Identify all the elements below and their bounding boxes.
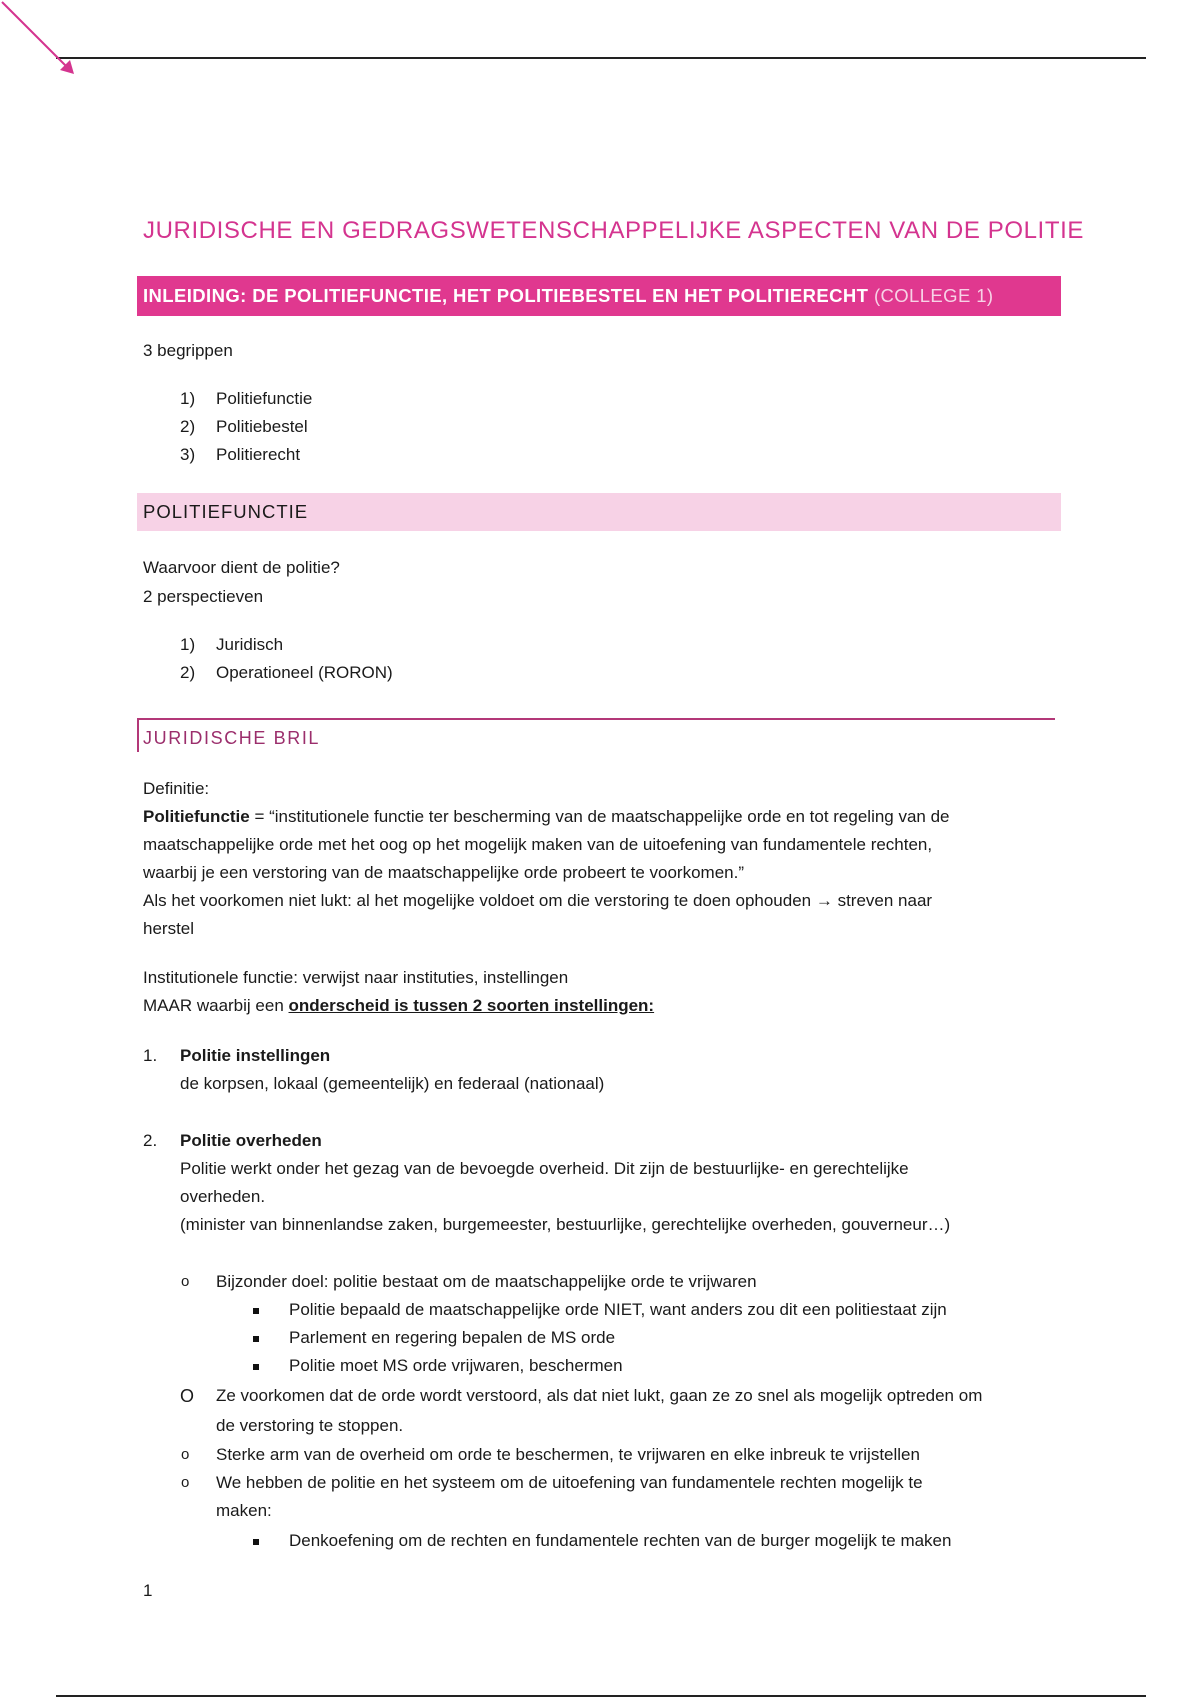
header-rule — [56, 57, 1146, 59]
item-title: Politie overheden — [180, 1131, 322, 1150]
item-description: de korpsen, lokaal (gemeentelijk) en federaal (nationaal) — [180, 1074, 605, 1093]
heading-inleiding-text: INLEIDING: DE POLITIEFUNCTIE, HET POLITIEBESTEL EN HET POLITIERECHT — [143, 285, 869, 306]
bullet-square-icon — [253, 1364, 259, 1370]
bullet-item: Sterke arm van de overheid om orde te beschermen, te vrijwaren en elke inbreuk te vrijstellen — [216, 1445, 920, 1464]
bullet-square-icon — [253, 1308, 259, 1314]
bullet-item-continued: maken: — [216, 1501, 272, 1520]
item-description: overheden. — [180, 1187, 266, 1206]
list-item: Operationeel (RORON) — [216, 663, 393, 682]
heading-politiefunctie: POLITIEFUNCTIE — [137, 493, 1061, 531]
document-title: JURIDISCHE EN GEDRAGSWETENSCHAPPELIJKE ASPECTEN VAN DE POLITIE — [143, 217, 1084, 244]
list-item-number: 2. — [143, 1131, 158, 1150]
definition-line: waarbij je een verstoring van de maatschappelijke orde probeert te voorkomen.” — [143, 863, 744, 882]
list-item-number: 3) — [180, 445, 196, 464]
bullet-item-continued: de verstoring te stoppen. — [216, 1416, 404, 1435]
page-number: 1 — [143, 1581, 153, 1600]
maar-emphasis: onderscheid is tussen 2 soorten instellingen: — [288, 996, 655, 1015]
bullet-circle-icon: o — [181, 1446, 190, 1463]
footer-rule — [56, 1695, 1146, 1697]
maar-prefix: MAAR waarbij een — [143, 996, 289, 1015]
list-item: Politierecht — [216, 445, 301, 464]
definition-line: maatschappelijke orde met het oog op het mogelijk maken van de uitoefening van fundamentele rechten, — [143, 835, 933, 854]
heading-inleiding-suffix: (COLLEGE 1) — [873, 285, 994, 306]
list-item: Politiebestel — [216, 417, 308, 436]
perspectives-intro: 2 perspectieven — [143, 587, 264, 606]
fallback-line: Als het voorkomen niet lukt: al het mogelijke voldoet om die verstoring te doen ophouden → streven naar — [143, 891, 933, 910]
list-item-number: 1. — [143, 1046, 158, 1065]
bullet-item: Politie bepaald de maatschappelijke orde NIET, want anders zou dit een politiestaat zijn — [289, 1300, 947, 1319]
intro-text: 3 begrippen — [143, 341, 233, 360]
bullet-item: Denkoefening om de rechten en fundamentele rechten van de burger mogelijk te maken — [289, 1531, 952, 1550]
heading-inleiding — [137, 276, 1061, 316]
question-text: Waarvoor dient de politie? — [143, 558, 340, 577]
bullet-item: Bijzonder doel: politie bestaat om de maatschappelijke orde te vrijwaren — [216, 1272, 757, 1291]
bullet-item: We hebben de politie en het systeem om de uitoefening van fundamentele rechten mogelijk te — [216, 1473, 923, 1492]
institutional-line: Institutionele functie: verwijst naar instituties, instellingen — [143, 968, 569, 987]
item-description: (minister van binnenlandse zaken, burgemeester, bestuurlijke, gerechtelijke overheden, gouverneur…) — [180, 1215, 951, 1234]
list-item: Politiefunctie — [216, 389, 313, 408]
definition-line — [143, 803, 950, 831]
maar-line — [143, 992, 654, 1020]
bullet-item: Parlement en regering bepalen de MS orde — [289, 1328, 616, 1347]
bullet-square-icon — [253, 1336, 259, 1342]
heading-juridische-bril: JURIDISCHE BRIL — [137, 718, 1055, 752]
definition-label: Definitie: — [143, 779, 210, 798]
list-item-number: 2) — [180, 417, 196, 436]
list-item-number: 1) — [180, 635, 196, 654]
corner-arrow-icon — [0, 0, 80, 80]
definition-text: = “institutionele functie ter bescherming van de maatschappelijke orde en tot regeling van de — [249, 807, 950, 826]
item-description: Politie werkt onder het gezag van de bevoegde overheid. Dit zijn de bestuurlijke- en gerechtelijke — [180, 1159, 909, 1178]
item-title: Politie instellingen — [180, 1046, 331, 1065]
bullet-circle-icon: O — [180, 1386, 195, 1406]
list-item-number: 1) — [180, 389, 196, 408]
list-item: Juridisch — [216, 635, 284, 654]
list-item-number: 2) — [180, 663, 196, 682]
fallback-line: herstel — [143, 919, 195, 938]
definition-term: Politiefunctie — [143, 807, 250, 826]
bullet-circle-icon: o — [181, 1273, 190, 1290]
bullet-square-icon — [253, 1539, 259, 1545]
bullet-item: Politie moet MS orde vrijwaren, beschermen — [289, 1356, 623, 1375]
bullet-circle-icon: o — [181, 1474, 190, 1491]
bullet-item: Ze voorkomen dat de orde wordt verstoord, als dat niet lukt, gaan ze zo snel als mogelijk optreden om — [216, 1386, 983, 1405]
